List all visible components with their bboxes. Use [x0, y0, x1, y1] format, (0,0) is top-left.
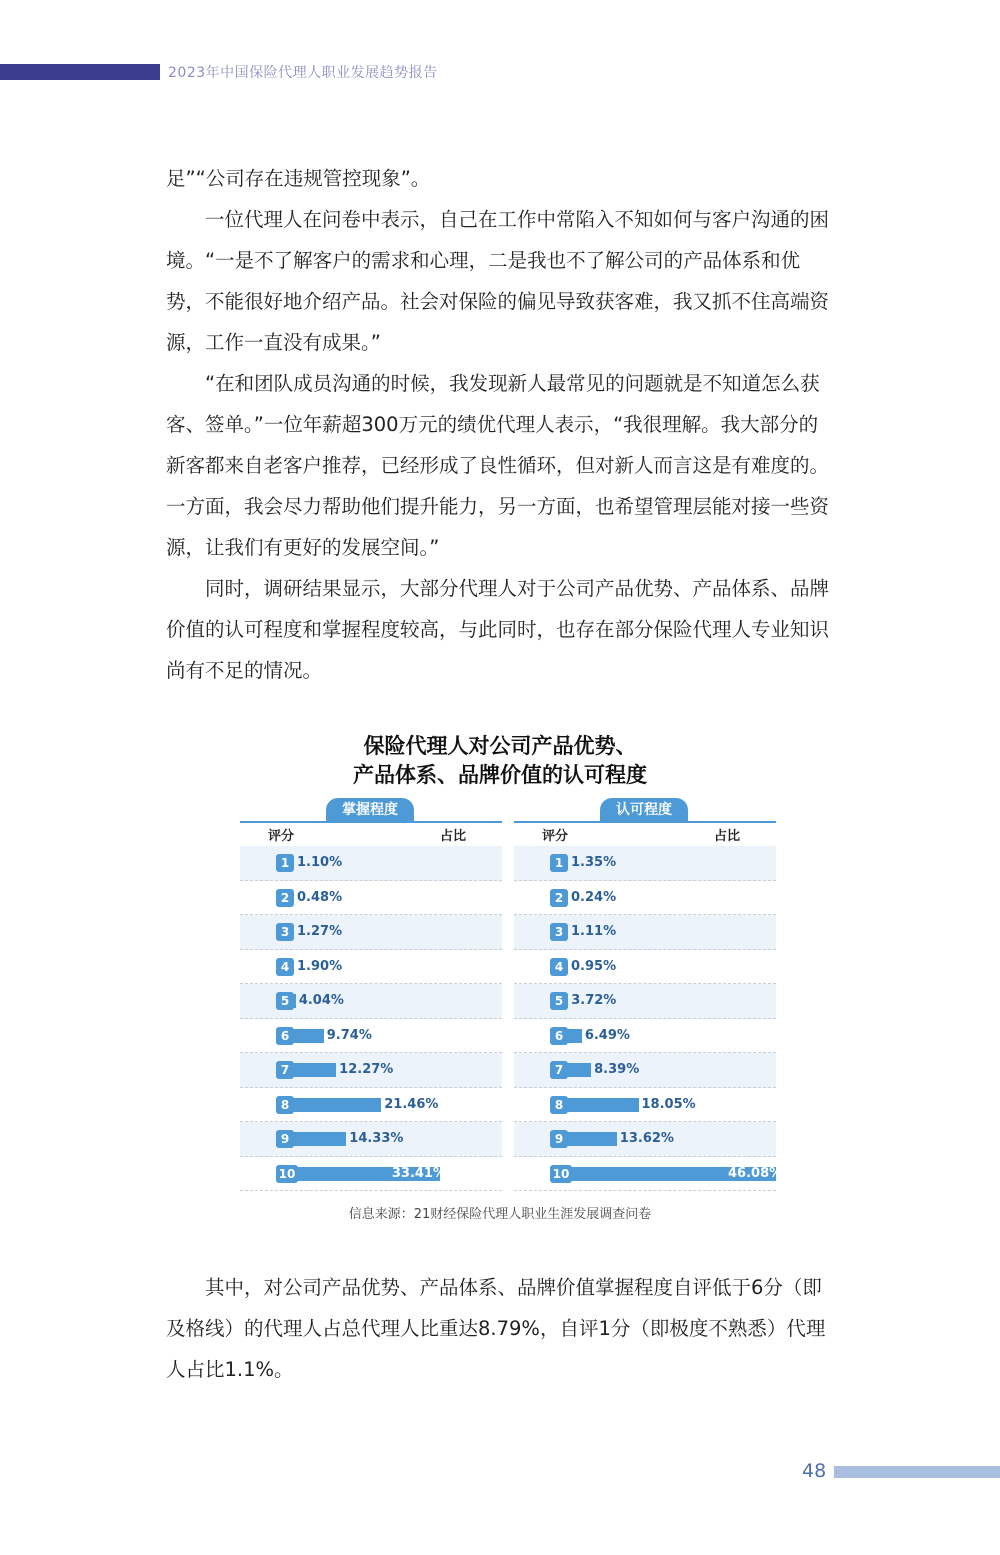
score-label: 3: [550, 923, 568, 941]
table-row: [240, 984, 502, 1019]
paragraph-1: 足”“公司存在违规管控现象”。: [166, 167, 431, 190]
score-label: 8: [550, 1096, 568, 1114]
value-label: 0.24%: [571, 889, 617, 905]
paragraph-2: 一位代理人在问卷中表示，自己在工作中常陷入不知如何与客户沟通的困境。“一是不了解客户的需求和心理，二是我也不了解公司的产品体系和优势，不能很好地介绍产品。社会对保险的偏见导致获客难，我又抓不住高端资源，工作一直没有成果。”: [166, 208, 830, 354]
value-label: 1.11%: [571, 924, 617, 939]
mastery-rows: [240, 846, 502, 1191]
score-label: 4: [550, 958, 568, 976]
value-label: 6.49%: [584, 1027, 630, 1043]
panel-divider: [240, 821, 502, 823]
value-label: 12.27%: [339, 1062, 394, 1077]
panel-divider: [514, 821, 776, 823]
table-row: [240, 1088, 502, 1123]
value-label: 9.74%: [326, 1027, 372, 1043]
score-label: 1: [276, 854, 294, 872]
value-label: 4.04%: [298, 993, 344, 1008]
paragraph-4: 同时，调研结果显示，大部分代理人对于公司产品优势、产品体系、品牌价值的认可程度和掌握程度较高，与此同时，也存在部分保险代理人专业知识尚有不足的情况。: [166, 577, 830, 682]
score-label: 6: [276, 1027, 294, 1045]
column-header-score: 评分: [542, 829, 569, 844]
score-label: 4: [276, 958, 294, 976]
value-label: 18.05%: [641, 1096, 696, 1112]
chart-panel-mastery: [240, 798, 502, 1196]
report-header-title: 2023年中国保险代理人职业发展趋势报告: [168, 65, 438, 81]
table-row: [514, 950, 776, 985]
chart-source-note: 信息来源：21财经保险代理人职业生涯发展调查问卷: [348, 1207, 652, 1222]
score-label: 5: [550, 992, 568, 1010]
value-label: 33.41%: [391, 1165, 447, 1181]
page-number: 48: [802, 1460, 827, 1482]
value-label: 1.10%: [297, 855, 343, 870]
paragraph-5: 其中，对公司产品优势、产品体系、品牌价值掌握程度自评低于6分（即及格线）的代理人占总代理人比重达8.79%，自评1分（即极度不熟悉）代理人占比1.1%。: [166, 1276, 826, 1381]
table-row: [514, 984, 776, 1019]
score-label: 9: [550, 1130, 568, 1148]
table-row: [514, 1122, 776, 1157]
value-label: 1.27%: [297, 924, 343, 939]
table-row: [514, 1157, 783, 1192]
table-row: [240, 915, 502, 950]
score-label: 2: [276, 889, 294, 907]
value-label: 21.46%: [384, 1096, 439, 1112]
value-label: 8.39%: [594, 1062, 640, 1077]
table-row: [514, 846, 776, 881]
column-header-share: 占比: [439, 829, 466, 844]
chart-panel-recognition: [514, 798, 783, 1196]
score-label: 2: [550, 889, 568, 907]
value-label: 14.33%: [349, 1131, 404, 1146]
chart-title-line-2: 产品体系、品牌价值的认可程度: [353, 763, 647, 787]
table-row: [514, 1019, 776, 1054]
table-row: [240, 1122, 502, 1157]
score-label: 6: [550, 1027, 568, 1045]
table-row: [240, 950, 502, 985]
value-label: 0.48%: [297, 889, 343, 905]
column-header-score: 评分: [268, 829, 295, 844]
score-label: 3: [276, 923, 294, 941]
table-row: [240, 1053, 502, 1088]
table-row: [514, 1088, 776, 1123]
score-label: 9: [276, 1130, 294, 1148]
panel-tab-recognition: 认可程度: [600, 798, 688, 822]
score-label: 10: [276, 1165, 298, 1183]
table-row: [240, 846, 502, 881]
score-label: 8: [276, 1096, 294, 1114]
value-label: 46.08%: [728, 1165, 783, 1181]
chart-title-line-1: 保险代理人对公司产品优势、: [363, 734, 637, 758]
table-row: [514, 881, 776, 916]
table-row: [240, 1157, 502, 1192]
column-header-share: 占比: [713, 829, 740, 844]
score-label: 7: [276, 1061, 294, 1079]
table-row: [240, 881, 502, 916]
table-row: [240, 1019, 502, 1054]
value-label: 0.95%: [571, 958, 617, 974]
panel-tab-mastery: 掌握程度: [326, 798, 414, 822]
table-row: [514, 915, 776, 950]
footer-accent-bar: [834, 1466, 1000, 1478]
table-row: [514, 1053, 776, 1088]
value-label: 13.62%: [619, 1131, 674, 1146]
score-label: 10: [550, 1165, 572, 1183]
paragraph-3: “在和团队成员沟通的时候，我发现新人最常见的问题就是不知道怎么获客、签单。”一位年薪超300万元的绩优代理人表示，“我很理解。我大部分的新客都来自老客户推荐，已经形成了良性循环，但对新人而言这是有难度的。一方面，我会尽力帮助他们提升能力，另一方面，也希望管理层能对接一些资源，让我们有更好的发展空间。”: [166, 372, 830, 559]
score-label: 7: [550, 1061, 568, 1079]
value-label: 3.72%: [571, 993, 617, 1008]
value-label: 1.90%: [297, 958, 343, 974]
recognition-rows: [514, 846, 783, 1191]
score-label: 5: [276, 992, 294, 1010]
value-label: 1.35%: [571, 855, 617, 870]
header-accent-bar: [0, 64, 160, 80]
score-label: 1: [550, 854, 568, 872]
